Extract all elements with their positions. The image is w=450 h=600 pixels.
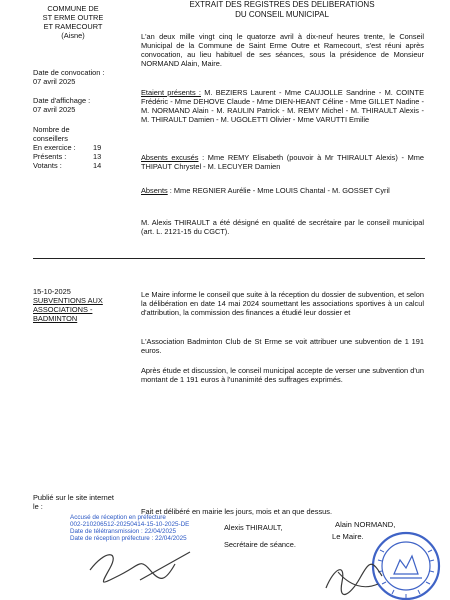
absents-list: : Mme REGNIER Aurélie - Mme LOUIS Chantal - M. GOSSET Cyril bbox=[167, 186, 390, 195]
receipt-line: Date de réception préfecture : 22/04/2025 bbox=[70, 535, 187, 542]
prefecture-receipt bbox=[70, 514, 270, 542]
votants-label: Votants : bbox=[33, 161, 62, 170]
excuses-list: : Mme REMY Elisabeth (pouvoir à Mr THIRAULT Alexis) - Mme THIPAUT Chrystel - M. LECUYER Damien bbox=[141, 153, 424, 171]
published-line: Publié sur le site internet bbox=[33, 493, 114, 502]
votants-value: 14 bbox=[93, 161, 102, 170]
closing-line: Fait et délibéré en mairie les jours, mois et an que dessus. bbox=[141, 507, 333, 516]
secretary-title: Secrétaire de séance. bbox=[224, 540, 296, 549]
presents-label: Etaient présents : bbox=[141, 88, 201, 97]
absent-members bbox=[141, 186, 424, 195]
affichage-label: Date d'affichage : bbox=[33, 96, 91, 105]
excused-members bbox=[141, 153, 424, 171]
document-title bbox=[150, 0, 414, 19]
receipt-line: Accusé de réception en préfecture bbox=[70, 514, 166, 521]
department-line: (Aisne) bbox=[61, 31, 85, 40]
deliberation-subject: BADMINTON bbox=[33, 314, 78, 323]
affichage-date: 07 avril 2025 bbox=[33, 105, 76, 114]
deliberation-subject: ASSOCIATIONS - bbox=[33, 305, 93, 314]
meeting-meta bbox=[33, 68, 133, 170]
title-line: EXTRAIT DES REGISTRES DES DELIBERATIONS bbox=[189, 0, 375, 9]
secretary-designation: M. Alexis THIRAULT a été désigné en qualité de secrétaire par le conseil municipal (art. L. 2121-15 du CGCT). bbox=[141, 218, 424, 236]
exercice-value: 19 bbox=[93, 143, 102, 152]
secretary-name: Alexis THIRAULT, bbox=[224, 523, 283, 532]
deliberation-number: 15-10-2025 bbox=[33, 287, 71, 296]
deliberation-paragraph-1: Le Maire informe le conseil que suite à la réception du dossier de subvention, et selon la délibération en date 14 mai 2024 soumettant les associations sportives à un calcul d'attribution, la commission des finances a étudié leur dossier et bbox=[141, 290, 424, 317]
conseillers-label: Nombre de conseillers bbox=[33, 125, 70, 143]
convocation-label: Date de convocation : bbox=[33, 68, 105, 77]
publication-note bbox=[33, 493, 133, 511]
mayor-signature bbox=[320, 550, 390, 600]
exercice-label: En exercice : bbox=[33, 143, 76, 152]
section-divider bbox=[33, 258, 425, 259]
published-date-line: le : bbox=[33, 502, 43, 511]
absents-label: Absents bbox=[141, 186, 168, 195]
mayor-name: Alain NORMAND, bbox=[335, 520, 396, 529]
presents-label: Présents : bbox=[33, 152, 67, 161]
title-line: DU CONSEIL MUNICIPAL bbox=[235, 9, 329, 19]
present-members bbox=[141, 88, 424, 124]
commune-line: ST ERME OUTRE bbox=[42, 13, 104, 22]
meeting-intro: L'an deux mille vingt cinq le quatorze avril à dix-neuf heures trente, le Conseil Municipal de la Commune de Saint Erme Outre et Ramecourt, s'est réuni après convocation, au lieu habituel de ses séances, sous la présidence de Monsieur NORMAND Alain, Maire. bbox=[141, 32, 424, 68]
secretary-signature bbox=[80, 540, 200, 590]
commune-header bbox=[26, 4, 120, 40]
mayor-title: Le Maire. bbox=[332, 532, 364, 541]
deliberation-paragraph-3: Après étude et discussion, le conseil municipal accepte de verser une subvention d'un montant de 1 191 euros à l'unanimité des suffrages exprimés. bbox=[141, 366, 424, 384]
deliberation-subject: SUBVENTIONS AUX bbox=[33, 296, 103, 305]
excuses-label: Absents excusés bbox=[141, 153, 199, 162]
receipt-line: Date de télétransmission : 22/04/2025 bbox=[70, 528, 177, 535]
commune-line: COMMUNE DE bbox=[47, 4, 99, 13]
presents-list: M. BEZIERS Laurent - Mme CAUJOLLE Sandrine - M. COINTE Frédéric - Mme DEHOVE Claude - Mme DIEN-HEANT Céline - Mme GILLET Nadine - M. NORMAND Alain - M. RAULIN Patrick - M. REMY Michel - M. THIRAULT Alexis - M. THIRAULT Damien - M. UGOLETTI Olivier - Mme VARUTTI Emilie bbox=[141, 88, 424, 124]
deliberation-paragraph-2: L'Association Badminton Club de St Erme se voit attribuer une subvention de 1 191 euros. bbox=[141, 337, 424, 355]
commune-line: ET RAMECOURT bbox=[43, 22, 103, 31]
convocation-date: 07 avril 2025 bbox=[33, 77, 76, 86]
receipt-line: 002-210206512-20250414-15-10-2025-DE bbox=[70, 521, 190, 528]
presents-value: 13 bbox=[93, 152, 102, 161]
deliberation-header bbox=[33, 287, 133, 323]
